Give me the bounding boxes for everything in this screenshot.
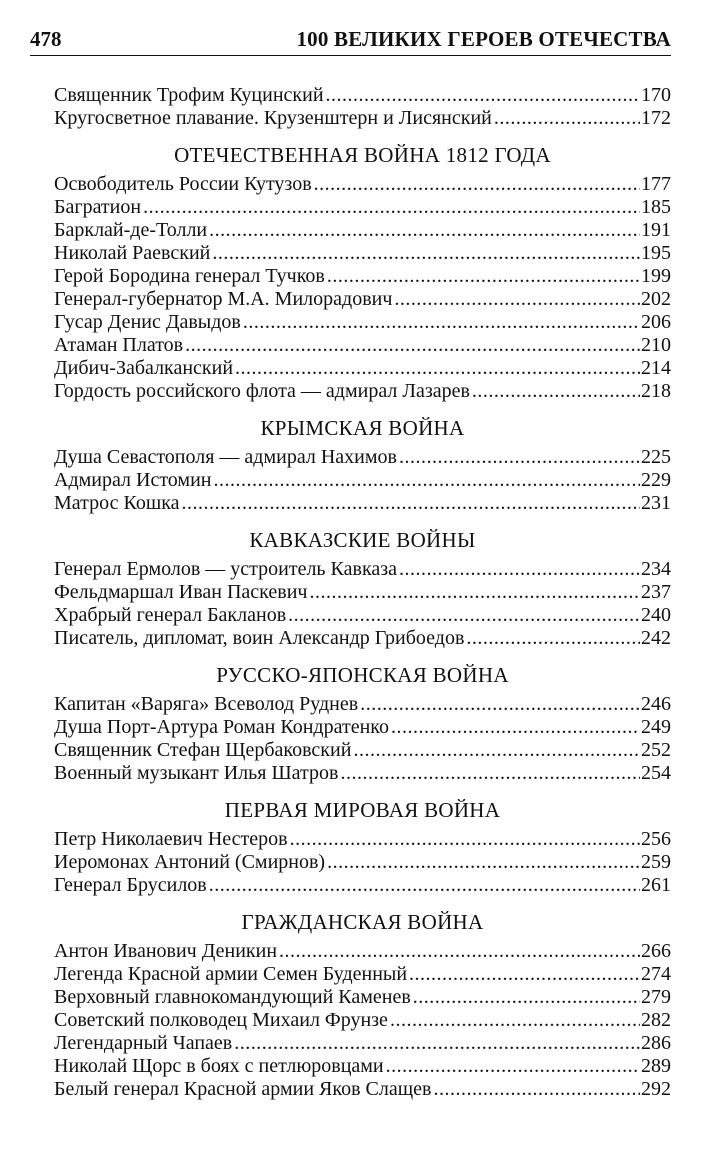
toc-entry-page: 240 xyxy=(641,604,671,626)
toc-entry-page: 242 xyxy=(641,627,671,649)
toc-entry xyxy=(54,627,671,650)
toc-entry-title: Верховный главнокомандующий Каменев xyxy=(54,986,411,1008)
section-heading: ГРАЖДАНСКАЯ ВОЙНА xyxy=(241,910,484,934)
toc-entry-page: 210 xyxy=(641,334,671,356)
toc-entry xyxy=(54,940,671,963)
dot-leader xyxy=(314,173,640,196)
toc-entry-page: 237 xyxy=(641,581,671,603)
toc-entry-page: 185 xyxy=(641,196,671,218)
page-number: 478 xyxy=(30,27,62,51)
dot-leader xyxy=(433,1078,640,1101)
toc-entry-page: 292 xyxy=(641,1078,671,1100)
dot-leader xyxy=(399,558,640,581)
toc-entry-title: Багратион xyxy=(54,196,142,218)
section-heading: КАВКАЗСКИЕ ВОЙНЫ xyxy=(249,528,476,552)
toc-entry-page: 261 xyxy=(641,874,671,896)
toc-entry-page: 256 xyxy=(641,828,671,850)
toc-entry-title: Священник Стефан Щербаковский xyxy=(54,739,352,761)
toc-entry-title: Николай Раевский xyxy=(54,242,211,264)
toc-entry xyxy=(54,84,671,107)
toc-entry xyxy=(54,762,671,785)
dot-leader xyxy=(394,288,640,311)
running-title: 100 ВЕЛИКИХ ГЕРОЕВ ОТЕЧЕСТВА xyxy=(296,27,671,51)
toc-entry xyxy=(54,963,671,986)
toc-entry-title: Храбрый генерал Бакланов xyxy=(54,604,287,626)
toc-entry-title: Белый генерал Красной армии Яков Слащев xyxy=(54,1078,432,1100)
toc-entry-title: Капитан «Варяга» Всеволод Руднев xyxy=(54,693,359,715)
toc-section xyxy=(54,528,671,650)
toc-entry-title: Освободитель России Кутузов xyxy=(54,173,312,195)
toc-entry-page: 214 xyxy=(641,357,671,379)
toc-entry-page: 202 xyxy=(641,288,671,310)
section-heading: ПЕРВАЯ МИРОВАЯ ВОЙНА xyxy=(224,798,501,822)
toc-entry-page: 191 xyxy=(641,219,671,241)
dot-leader xyxy=(390,1009,640,1032)
page-header xyxy=(30,24,671,56)
toc-entry xyxy=(54,581,671,604)
toc-entry-title: Фельдмаршал Иван Паскевич xyxy=(54,581,308,603)
toc-entry xyxy=(54,716,671,739)
dot-leader xyxy=(310,581,641,604)
toc-entry xyxy=(54,357,671,380)
toc-entry-page: 274 xyxy=(641,963,671,985)
toc-entry-page: 218 xyxy=(641,380,671,402)
dot-leader xyxy=(243,311,640,334)
section-heading: ОТЕЧЕСТВЕННАЯ ВОЙНА 1812 ГОДА xyxy=(174,143,551,167)
dot-leader xyxy=(326,84,640,107)
dot-leader xyxy=(209,219,640,242)
toc-entry xyxy=(54,242,671,265)
toc-entry-page: 254 xyxy=(641,762,671,784)
toc-entry-title: Писатель, дипломат, воин Александр Грибоедов xyxy=(54,627,465,649)
dot-leader xyxy=(391,716,640,739)
toc-section xyxy=(54,910,671,1101)
toc-entry-page: 195 xyxy=(641,242,671,264)
toc-entry-page: 234 xyxy=(641,558,671,580)
dot-leader xyxy=(340,762,640,785)
toc-entry-page: 231 xyxy=(641,492,671,514)
table-of-contents xyxy=(54,84,671,1101)
dot-leader xyxy=(185,334,640,357)
toc-entry-title: Адмирал Истомин xyxy=(54,469,212,491)
toc-entry xyxy=(54,173,671,196)
toc-entry-page: 252 xyxy=(641,739,671,761)
toc-entry-title: Военный музыкант Илья Шатров xyxy=(54,762,339,784)
toc-entry-title: Легендарный Чапаев xyxy=(54,1032,233,1054)
toc-entry xyxy=(54,1032,671,1055)
dot-leader xyxy=(327,851,640,874)
toc-entry xyxy=(54,986,671,1009)
dot-leader xyxy=(209,874,640,897)
toc-entry-title: Атаман Платов xyxy=(54,334,184,356)
dot-leader xyxy=(327,265,640,288)
toc-entry xyxy=(54,265,671,288)
toc-entry-page: 172 xyxy=(641,107,671,129)
toc-entry xyxy=(54,1055,671,1078)
toc-section xyxy=(54,663,671,785)
dot-leader xyxy=(360,693,640,716)
dot-leader xyxy=(288,604,640,627)
toc-section xyxy=(54,143,671,403)
toc-entry xyxy=(54,311,671,334)
toc-entry xyxy=(54,1078,671,1101)
toc-entry-title: Душа Севастополя — адмирал Нахимов xyxy=(54,446,397,468)
dot-leader xyxy=(494,107,640,130)
toc-entry-page: 199 xyxy=(641,265,671,287)
toc-entry-page: 177 xyxy=(641,173,671,195)
toc-entry-page: 229 xyxy=(641,469,671,491)
toc-entry-title: Священник Трофим Куцинский xyxy=(54,84,324,106)
toc-entry-title: Душа Порт-Артура Роман Кондратенко xyxy=(54,716,389,738)
toc-entry-title: Барклай-де-Толли xyxy=(54,219,208,241)
section-heading: КРЫМСКАЯ ВОЙНА xyxy=(260,416,465,440)
dot-leader xyxy=(235,357,640,380)
dot-leader xyxy=(279,940,640,963)
toc-entry-page: 289 xyxy=(641,1055,671,1077)
toc-entry-title: Гусар Денис Давыдов xyxy=(54,311,241,333)
toc-section xyxy=(54,84,671,130)
dot-leader xyxy=(409,963,640,986)
toc-entry-title: Антон Иванович Деникин xyxy=(54,940,278,962)
toc-entry-title: Николай Щорс в боях с петлюровцами xyxy=(54,1055,384,1077)
toc-entry xyxy=(54,693,671,716)
toc-entry xyxy=(54,446,671,469)
toc-entry xyxy=(54,219,671,242)
toc-section xyxy=(54,416,671,515)
toc-entry xyxy=(54,1009,671,1032)
toc-entry-title: Гордость российского флота — адмирал Лазарев xyxy=(54,380,470,402)
dot-leader xyxy=(386,1055,640,1078)
toc-entry-title: Кругосветное плавание. Крузенштерн и Лисянский xyxy=(54,107,492,129)
toc-entry-title: Дибич-Забалканский xyxy=(54,357,234,379)
toc-entry-title: Генерал-губернатор М.А. Милорадович xyxy=(54,288,393,310)
dot-leader xyxy=(399,446,640,469)
toc-entry-page: 279 xyxy=(641,986,671,1008)
dot-leader xyxy=(290,828,640,851)
toc-entry-title: Петр Николаевич Нестеров xyxy=(54,828,288,850)
toc-entry-title: Легенда Красной армии Семен Буденный xyxy=(54,963,408,985)
dot-leader xyxy=(472,380,640,403)
toc-entry xyxy=(54,604,671,627)
toc-entry-page: 249 xyxy=(641,716,671,738)
toc-section xyxy=(54,798,671,897)
toc-entry-title: Советский полководец Михаил Фрунзе xyxy=(54,1009,388,1031)
toc-entry-page: 282 xyxy=(641,1009,671,1031)
dot-leader xyxy=(143,196,640,219)
toc-entry-page: 246 xyxy=(641,693,671,715)
toc-entry-page: 206 xyxy=(641,311,671,333)
toc-entry xyxy=(54,380,671,403)
section-heading: РУССКО-ЯПОНСКАЯ ВОЙНА xyxy=(216,663,509,687)
toc-entry-title: Генерал Ермолов — устроитель Кавказа xyxy=(54,558,398,580)
toc-entry xyxy=(54,851,671,874)
toc-entry xyxy=(54,739,671,762)
dot-leader xyxy=(212,242,640,265)
toc-entry xyxy=(54,492,671,515)
dot-leader xyxy=(466,627,640,650)
toc-entry-page: 225 xyxy=(641,446,671,468)
toc-entry xyxy=(54,828,671,851)
toc-entry-title: Герой Бородина генерал Тучков xyxy=(54,265,325,287)
toc-entry-title: Матрос Кошка xyxy=(54,492,180,514)
toc-entry-title: Иеромонах Антоний (Смирнов) xyxy=(54,851,326,873)
toc-entry-page: 259 xyxy=(641,851,671,873)
toc-entry-title: Генерал Брусилов xyxy=(54,874,207,896)
dot-leader xyxy=(413,986,640,1009)
dot-leader xyxy=(353,739,640,762)
toc-entry xyxy=(54,107,671,130)
dot-leader xyxy=(182,492,640,515)
toc-entry xyxy=(54,558,671,581)
dot-leader xyxy=(214,469,641,492)
toc-entry-page: 286 xyxy=(641,1032,671,1054)
toc-entry xyxy=(54,288,671,311)
toc-entry-page: 266 xyxy=(641,940,671,962)
toc-entry xyxy=(54,469,671,492)
toc-entry xyxy=(54,334,671,357)
toc-entry xyxy=(54,196,671,219)
dot-leader xyxy=(234,1032,640,1055)
toc-entry-page: 170 xyxy=(641,84,671,106)
toc-entry xyxy=(54,874,671,897)
